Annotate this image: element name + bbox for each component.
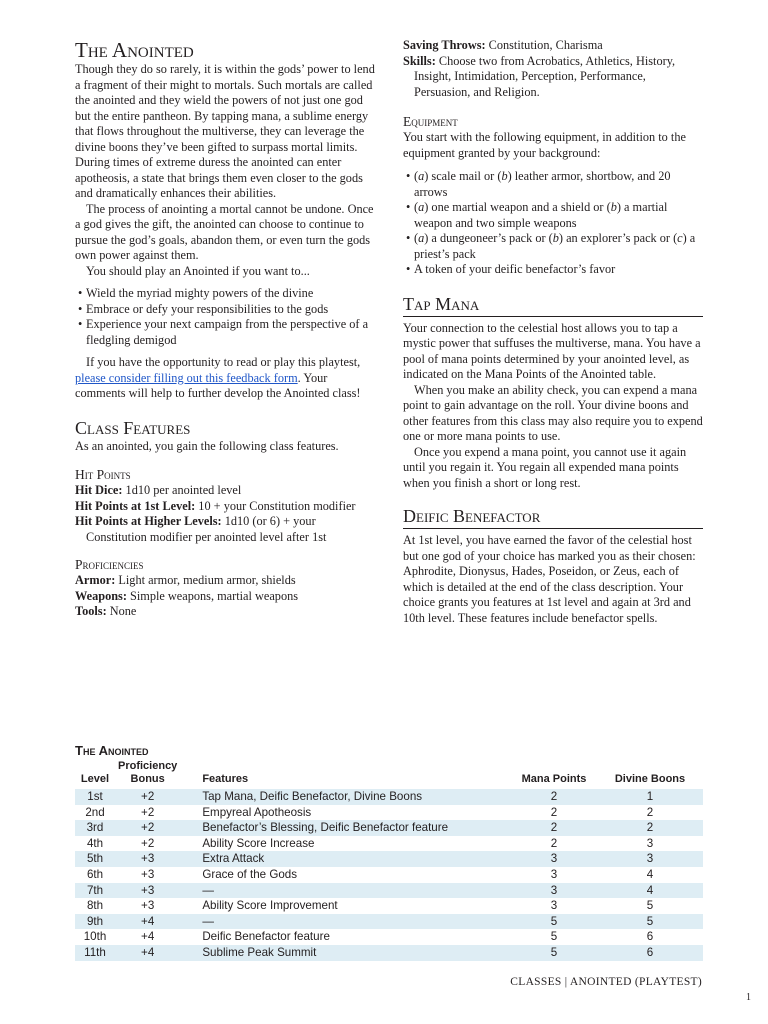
bullet-icon: • bbox=[406, 169, 411, 183]
page-title: The Anointed bbox=[75, 38, 194, 62]
cell-proficiency: +4 bbox=[141, 914, 155, 928]
table-body bbox=[75, 789, 703, 961]
cell-features: Ability Score Improvement bbox=[202, 899, 338, 913]
intro-paragraph: You should play an Anointed if you want to... bbox=[86, 263, 310, 278]
cell-proficiency: +3 bbox=[141, 899, 155, 913]
equipment-list bbox=[403, 169, 703, 278]
cell-level: 6th bbox=[86, 867, 104, 881]
table-row bbox=[75, 805, 703, 821]
cell-divine-boons: 1 bbox=[646, 790, 654, 803]
equipment-text: A token of your deific benefactor’s favor bbox=[414, 262, 616, 276]
left-column bbox=[75, 38, 375, 620]
feedback-paragraph bbox=[75, 355, 375, 402]
cell-proficiency: +3 bbox=[141, 852, 155, 866]
hit-points-heading: Hit Points bbox=[75, 467, 131, 482]
intro-paragraph: Though they do so rarely, it is within the gods’ power to lend a fragment of their might to mortals. Such mortals are called the anointed and they wield the powers of not just one god but the entire pantheon. By tapping mana, a sublime energy that flows throughout the multiverse, they can leverage the divine boons they’ve been gifted to surpass mortal limits. During times of extreme duress the anointed can enter apotheosis, a state that brings them even closer to the gods and dramatically enhances their abilities. bbox=[75, 62, 375, 200]
equipment-text: b bbox=[552, 231, 559, 245]
hit-points-first-line: Hit Points at 1st Level: 10 + your Constitution modifier bbox=[75, 498, 356, 513]
table-header-row bbox=[75, 760, 703, 789]
cell-mana-points: 3 bbox=[550, 883, 558, 897]
bullet-icon: • bbox=[78, 301, 83, 316]
table-row bbox=[75, 929, 703, 945]
anointed-table bbox=[75, 760, 703, 961]
anointed-table-section bbox=[75, 742, 703, 961]
hit-points-higher-line: Hit Points at Higher Levels: 1d10 (or 6) + your Constitution modifier per anointed level after 1st bbox=[75, 514, 327, 544]
list-item-text: Experience your next campaign from the perspective of a fledgling demigod bbox=[86, 317, 369, 347]
cell-mana-points: 3 bbox=[550, 852, 558, 866]
list-item bbox=[403, 200, 703, 231]
cell-divine-boons: 5 bbox=[646, 899, 654, 913]
list-item bbox=[75, 317, 375, 348]
right-column bbox=[403, 38, 703, 626]
cell-divine-boons: 4 bbox=[646, 883, 654, 897]
header-mana-points: Mana Points bbox=[521, 773, 587, 785]
list-item-text: Wield the myriad mighty powers of the divine bbox=[86, 286, 314, 300]
cell-features: — bbox=[202, 883, 214, 897]
cell-level: 8th bbox=[86, 899, 104, 913]
table-row bbox=[75, 851, 703, 867]
cell-level: 9th bbox=[86, 914, 104, 928]
cell-features: Grace of the Gods bbox=[202, 867, 298, 881]
cell-level: 4th bbox=[86, 836, 104, 850]
cell-divine-boons: 6 bbox=[646, 945, 654, 959]
intro-paragraph: The process of anointing a mortal cannot be undone. Once a god gives the gift, the anointed can choose to continue to pursue the god’s goals, abandon them, or even turn the gods own power against them. bbox=[75, 201, 374, 262]
list-item bbox=[403, 262, 703, 278]
cell-features: Tap Mana, Deific Benefactor, Divine Boons bbox=[202, 790, 423, 803]
equipment-heading: Equipment bbox=[403, 114, 458, 129]
cell-mana-points: 2 bbox=[550, 790, 558, 803]
class-features-heading: Class Features bbox=[75, 417, 191, 438]
table-row bbox=[75, 914, 703, 930]
cell-mana-points: 3 bbox=[550, 899, 558, 913]
equipment-text: ) a dungeoneer’s pack or ( bbox=[424, 231, 553, 245]
cell-proficiency: +4 bbox=[141, 930, 155, 944]
cell-mana-points: 5 bbox=[550, 930, 558, 944]
cell-divine-boons: 6 bbox=[646, 930, 654, 944]
equipment-text: ) a martial weapon and two simple weapons bbox=[414, 200, 668, 230]
feedback-form-link[interactable]: please consider filling out this feedback form bbox=[75, 370, 298, 385]
cell-features: Extra Attack bbox=[202, 852, 265, 866]
want-list bbox=[75, 286, 375, 348]
equipment-text: ) a priest’s pack bbox=[414, 231, 696, 261]
cell-proficiency: +2 bbox=[141, 821, 155, 835]
header-proficiency: Proficiency Bonus bbox=[118, 760, 178, 785]
equipment-text: a bbox=[418, 200, 425, 214]
equipment-intro: You start with the following equipment, in addition to the equipment granted by your background: bbox=[403, 130, 686, 160]
proficiencies-heading: Proficiencies bbox=[75, 557, 144, 572]
cell-divine-boons: 3 bbox=[646, 852, 654, 866]
bullet-icon: • bbox=[78, 317, 83, 331]
cell-divine-boons: 5 bbox=[646, 914, 654, 928]
cell-level: 7th bbox=[86, 883, 104, 897]
list-item bbox=[75, 286, 375, 302]
table-row bbox=[75, 789, 703, 805]
list-item bbox=[403, 169, 703, 200]
cell-level: 1st bbox=[87, 790, 103, 803]
table-row bbox=[75, 820, 703, 836]
table-row bbox=[75, 883, 703, 899]
equipment-text: a bbox=[418, 169, 425, 183]
header-divine-boons: Divine Boons bbox=[614, 773, 686, 785]
intro-text bbox=[75, 62, 375, 279]
table-title: The Anointed bbox=[75, 743, 149, 758]
cell-proficiency: +3 bbox=[141, 883, 155, 897]
cell-features: Empyreal Apotheosis bbox=[202, 805, 312, 819]
tap-mana-paragraph: Your connection to the celestial host allows you to tap a mystic power that suffuses the multiverse, mana. You have a pool of mana points determined by your anointed level, as indicated on the Mana Points of the Anointed table. bbox=[403, 320, 701, 381]
cell-level: 11th bbox=[84, 945, 106, 959]
equipment-text: ) scale mail or ( bbox=[424, 169, 502, 183]
cell-features: Deific Benefactor feature bbox=[202, 930, 330, 944]
saving-throws-line: Saving Throws: Constitution, Charisma bbox=[403, 38, 603, 52]
cell-mana-points: 2 bbox=[550, 805, 558, 819]
equipment-text: ( bbox=[414, 200, 419, 214]
cell-level: 5th bbox=[86, 852, 104, 866]
equipment-text: b bbox=[610, 200, 617, 214]
cell-level: 2nd bbox=[85, 805, 105, 819]
list-item bbox=[403, 231, 703, 262]
equipment-text: c bbox=[677, 231, 683, 245]
cell-divine-boons: 2 bbox=[646, 821, 654, 835]
table-row bbox=[75, 867, 703, 883]
cell-divine-boons: 4 bbox=[646, 867, 654, 881]
cell-mana-points: 5 bbox=[550, 914, 558, 928]
tap-mana-paragraph: Once you expend a mana point, you cannot use it again until you regain it. You regain all expended mana points when you finish a short or long rest. bbox=[403, 444, 687, 490]
equipment-text: a bbox=[418, 231, 425, 245]
table-row bbox=[75, 898, 703, 914]
table-row bbox=[75, 836, 703, 852]
cell-level: 10th bbox=[83, 930, 107, 944]
cell-proficiency: +4 bbox=[141, 945, 155, 959]
tap-mana-text bbox=[403, 321, 703, 492]
list-item bbox=[75, 302, 375, 318]
page-number: 1 bbox=[746, 992, 751, 1003]
page-footer: CLASSES | ANOINTED (PLAYTEST) bbox=[510, 976, 702, 988]
cell-features: Benefactor’s Blessing, Deific Benefactor feature bbox=[202, 821, 449, 835]
table-row bbox=[75, 945, 703, 961]
equipment-text: ) an explorer’s pack or ( bbox=[558, 231, 678, 245]
tap-mana-heading: Tap Mana bbox=[403, 293, 703, 317]
feedback-text-before: If you have the opportunity to read or play this playtest, bbox=[86, 355, 361, 369]
equipment-text: ( bbox=[414, 231, 419, 245]
tap-mana-paragraph: When you make an ability check, you can expend a mana point to gain advantage on the roll. Your divine boons and other features from this class may also require you to expend one or more mana points to use. bbox=[403, 382, 703, 443]
equipment-text: b bbox=[501, 169, 508, 183]
deific-benefactor-text: At 1st level, you have earned the favor of the celestial host but one god of your choice has marked you as their chosen: Aphrodite, Dionysus, Hades, Poseidon, or Zeus, each of which is detailed at the end of the class description. Your choice grants you features at 1st level and again at 3rd and 10th level. These features include benefactor spells. bbox=[403, 533, 696, 625]
header-level: Level bbox=[80, 773, 110, 785]
armor-line: Armor: Light armor, medium armor, shields bbox=[75, 573, 296, 587]
cell-proficiency: +2 bbox=[141, 805, 155, 819]
bullet-icon: • bbox=[406, 262, 411, 276]
cell-divine-boons: 2 bbox=[646, 805, 654, 819]
cell-proficiency: +2 bbox=[141, 836, 155, 850]
cell-features: Sublime Peak Summit bbox=[202, 945, 317, 959]
header-features: Features bbox=[202, 773, 249, 785]
cell-mana-points: 3 bbox=[550, 867, 558, 881]
cell-divine-boons: 3 bbox=[646, 836, 654, 850]
equipment-text: ) one martial weapon and a shield or ( bbox=[424, 200, 611, 214]
bullet-icon: • bbox=[406, 200, 411, 214]
cell-level: 3rd bbox=[86, 821, 104, 835]
cell-proficiency: +2 bbox=[141, 790, 155, 803]
feedback-text-after: . Your comments will help to further develop the Anointed class! bbox=[75, 370, 361, 400]
cell-mana-points: 2 bbox=[550, 836, 558, 850]
deific-benefactor-heading: Deific Benefactor bbox=[403, 505, 703, 529]
list-item-text: Embrace or defy your responsibilities to the gods bbox=[86, 301, 329, 316]
cell-features: Ability Score Increase bbox=[202, 836, 315, 850]
cell-mana-points: 5 bbox=[550, 945, 558, 959]
cell-mana-points: 2 bbox=[550, 821, 558, 835]
tools-line: Tools: None bbox=[75, 604, 137, 618]
equipment-text: ) leather armor, shortbow, and 20 arrows bbox=[414, 169, 671, 199]
class-features-intro: As an anointed, you gain the following class features. bbox=[75, 438, 339, 453]
cell-proficiency: +3 bbox=[141, 867, 155, 881]
cell-features: — bbox=[202, 914, 214, 928]
bullet-icon: • bbox=[78, 286, 83, 300]
equipment-text: ( bbox=[414, 169, 419, 183]
hit-dice-line: Hit Dice: 1d10 per anointed level bbox=[75, 483, 242, 497]
bullet-icon: • bbox=[406, 231, 411, 245]
weapons-line: Weapons: Simple weapons, martial weapons bbox=[75, 588, 299, 603]
skills-line: Skills: Choose two from Acrobatics, Athletics, History, Insight, Intimidation, Perception, Performance, Persuasion, and Religion. bbox=[403, 53, 676, 99]
